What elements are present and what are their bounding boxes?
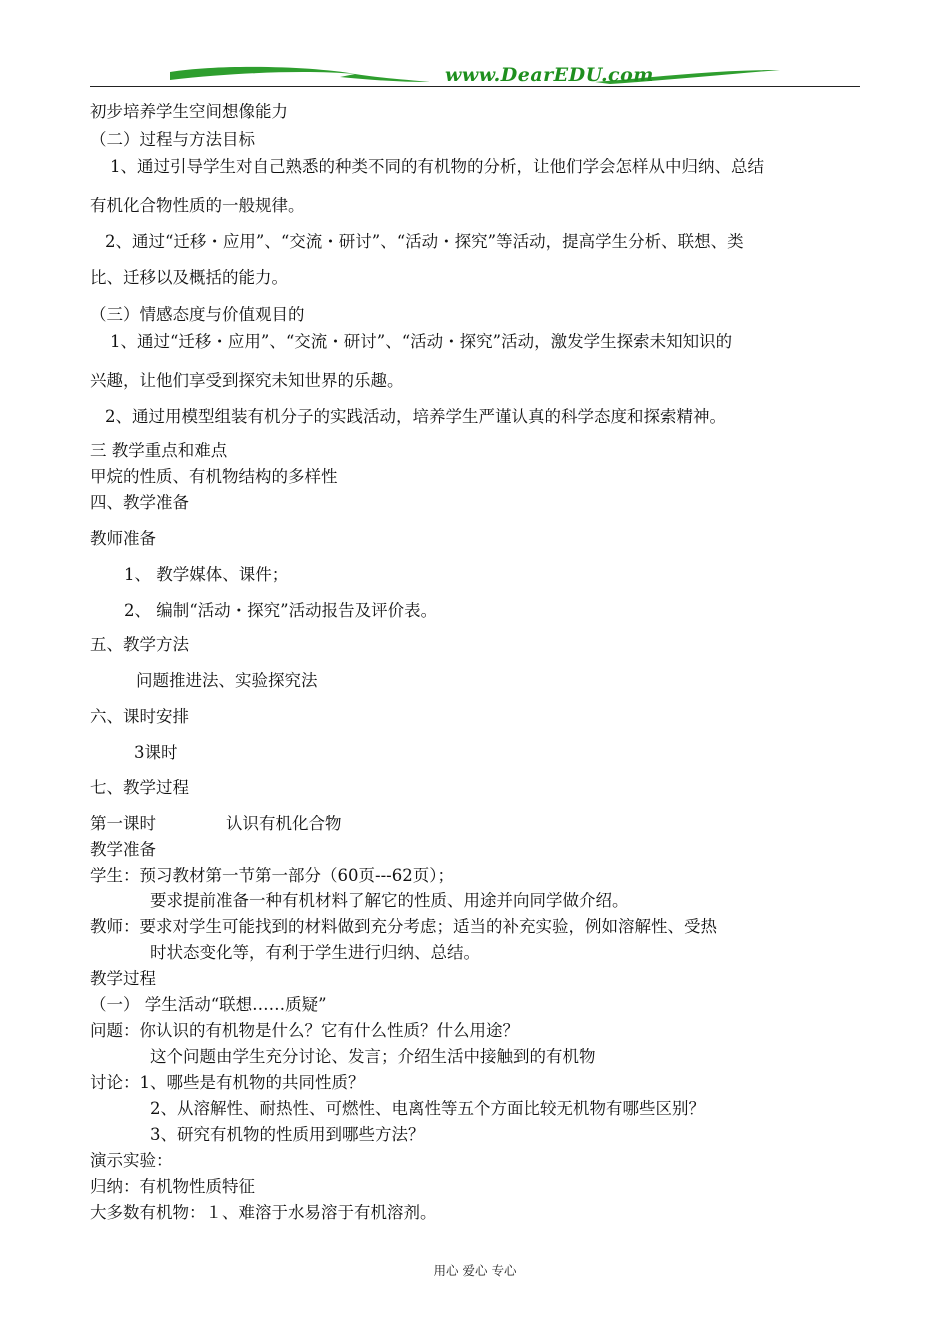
section-heading: （三）情感态度与价值观目的: [90, 305, 305, 324]
text-line: 问题推进法、实验探究法: [136, 671, 318, 690]
text-line: 教师准备: [90, 529, 156, 548]
text-line: 教师：要求对学生可能找到的材料做到充分考虑；适当的补充实验，例如溶解性、受热: [90, 917, 717, 936]
section-heading: 五、教学方法: [90, 635, 189, 654]
text-line: （一） 学生活动“联想……质疑”: [90, 995, 327, 1014]
text-line: 大多数有机物：１、难溶于水易溶于有机溶剂。: [90, 1203, 437, 1222]
text-line: 时状态变化等，有利于学生进行归纳、总结。: [150, 943, 480, 962]
text-line: 3课时: [134, 743, 178, 762]
section-heading: 七、教学过程: [90, 778, 189, 797]
text-line: 讨论：1、哪些是有机物的共同性质？: [90, 1073, 365, 1092]
section-heading: 三 教学重点和难点: [90, 441, 228, 460]
text-line: 归纳：有机物性质特征: [90, 1177, 255, 1196]
text-line: 3、研究有机物的性质用到哪些方法？: [150, 1125, 425, 1144]
page-footer: 用心 爱心 专心: [433, 1263, 517, 1278]
text-line: 问题：你认识的有机物是什么？它有什么性质？什么用途？: [90, 1021, 519, 1040]
list-item: 1、 教学媒体、课件；: [124, 565, 289, 584]
section-heading: 四、教学准备: [90, 493, 189, 512]
text-line: 有机化合物性质的一般规律。: [90, 196, 305, 215]
header-rule: [90, 86, 860, 87]
lesson-title: 认识有机化合物: [226, 814, 342, 833]
text-line: 1、通过“迁移・应用”、“交流・研讨”、“活动・探究”活动，激发学生探索未知知识的: [110, 332, 733, 351]
text-line: 要求提前准备一种有机材料了解它的性质、用途并向同学做介绍。: [150, 891, 629, 910]
list-item: 2、 编制“活动・探究”活动报告及评价表。: [124, 601, 438, 620]
text-line: 初步培养学生空间想像能力: [90, 102, 288, 121]
section-heading: （二）过程与方法目标: [90, 130, 255, 149]
page-header: [90, 60, 860, 90]
text-line: 兴趣，让他们享受到探究未知世界的乐趣。: [90, 371, 404, 390]
text-line: 2、从溶解性、耐热性、可燃性、电离性等五个方面比较无机物有哪些区别？: [150, 1099, 705, 1118]
lesson-label: 第一课时: [90, 814, 156, 833]
site-logo-text: www.DearEDU.com: [445, 64, 654, 86]
text-line: 这个问题由学生充分讨论、发言；介绍生活中接触到的有机物: [150, 1047, 596, 1066]
text-line: 甲烷的性质、有机物结构的多样性: [90, 467, 338, 486]
section-heading: 六、课时安排: [90, 707, 189, 726]
text-line: 教学过程: [90, 969, 156, 988]
text-line: 2、通过用模型组装有机分子的实践活动，培养学生严谨认真的科学态度和探索精神。: [105, 407, 726, 426]
text-line: 教学准备: [90, 840, 156, 859]
text-line: 比、迁移以及概括的能力。: [90, 268, 288, 287]
text-line: 演示实验：: [90, 1151, 173, 1170]
text-line: 1、通过引导学生对自己熟悉的种类不同的有机物的分析，让他们学会怎样从中归纳、总结: [110, 157, 764, 176]
text-line: 2、通过“迁移・应用”、“交流・研讨”、“活动・探究”等活动，提高学生分析、联想、类: [105, 232, 744, 251]
text-line: 学生：预习教材第一节第一部分（60页---62页）；: [90, 866, 454, 885]
